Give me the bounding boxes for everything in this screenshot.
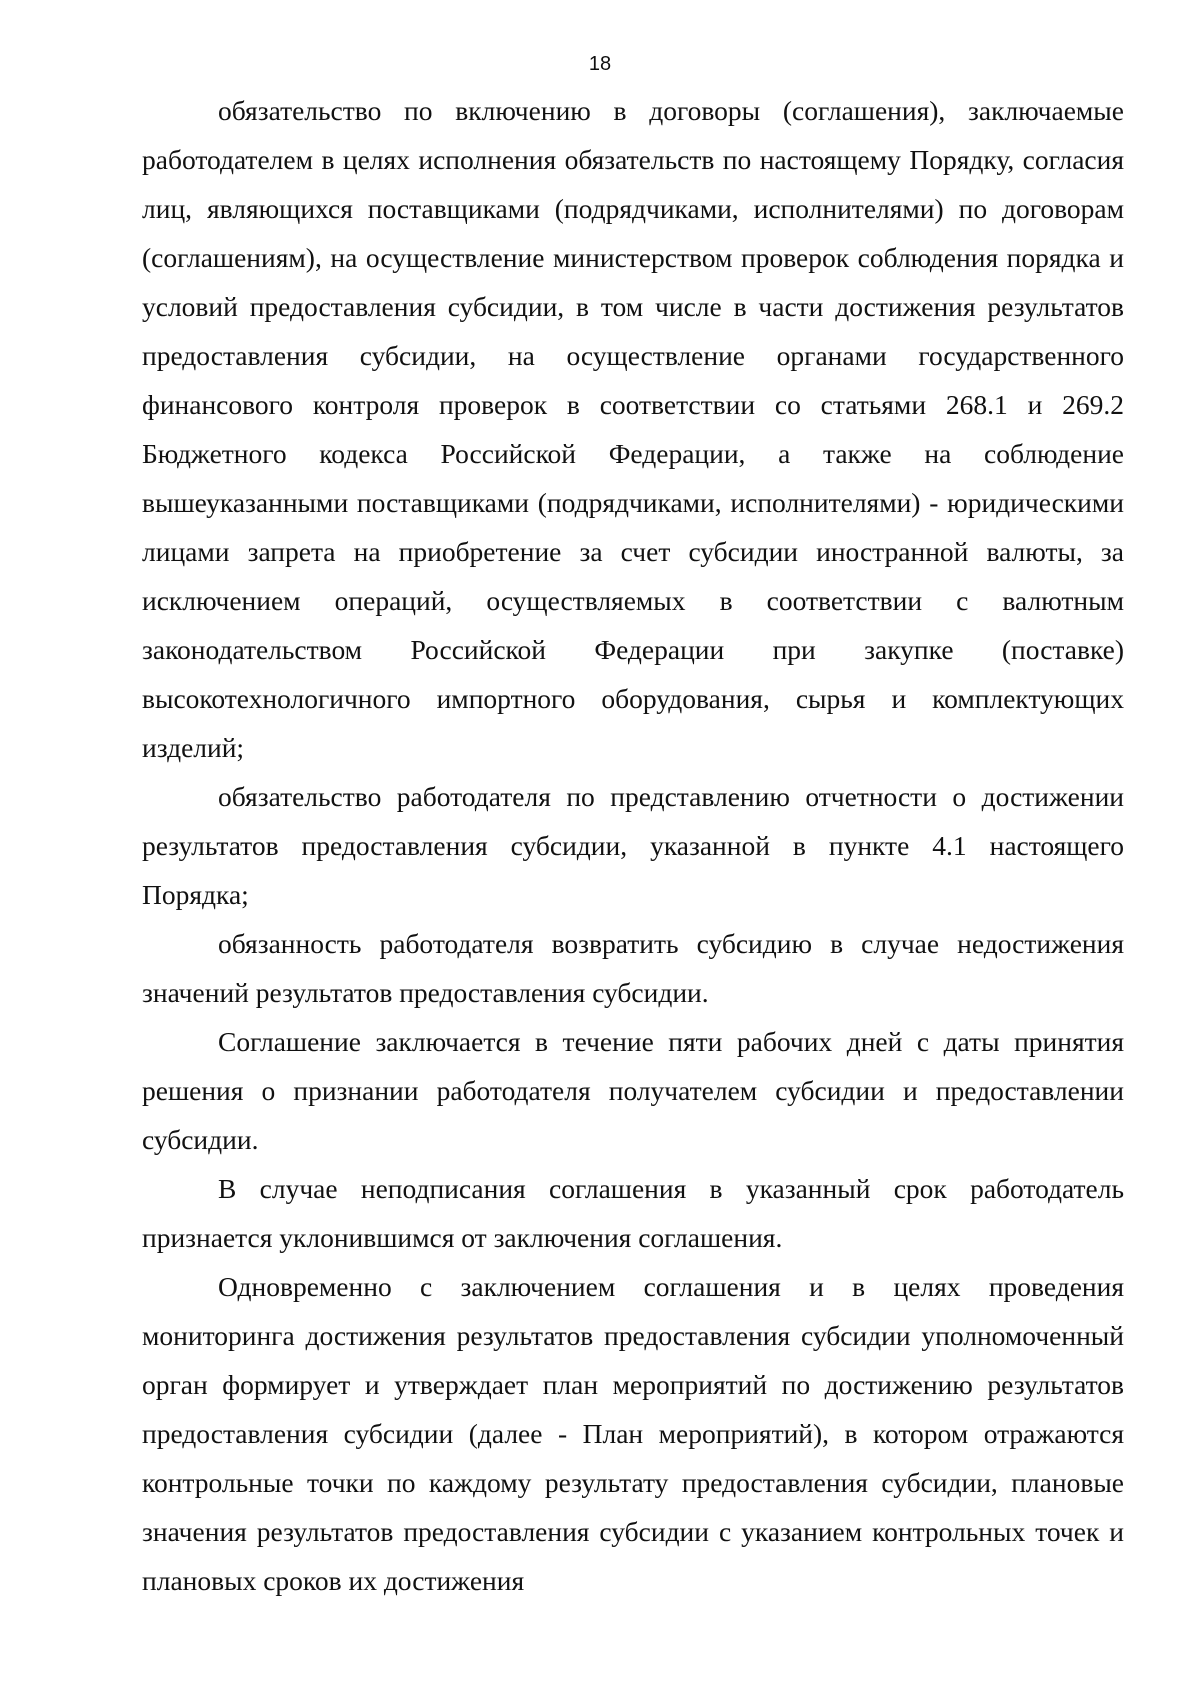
paragraph-action-plan: Одновременно с заключением соглашения и в целях проведения мониторинга достижения результатов предоставления субсидии уполномоченный орган формирует и утверждает план мероприятий по достижению результатов предоставления субсидии (далее - План мероприятий), в котором отражаются контрольные точки по каждому результату предоставления субсидии, плановые значения результатов предоставления субсидии с указанием контрольных точек и плановых сроков их достижения bbox=[142, 1271, 1124, 1596]
paragraph-obligation-contracts: обязательство по включению в договоры (соглашения), заключаемые работодателем в целях исполнения обязательств по настоящему Порядку, согласия лиц, являющихся поставщиками (подрядчиками, исполнителями) по договорам (соглашениям), на осуществление министерством проверок соблюдения порядка и условий предоставления субсидии, в том числе в части достижения результатов предоставления субсидии, на осуществление органами государственного финансового контроля проверок в соответствии со статьями 268.1 и 269.2 Бюджетного кодекса Российской Федерации, а также на соблюдение вышеуказанными поставщиками (подрядчиками, исполнителями) - юридическими лицами запрета на приобретение за счет субсидии иностранной валюты, за исключением операций, осуществляемых в соответствии с валютным законодательством Российской Федерации при закупке (поставке) высокотехнологичного импортного оборудования, сырья и комплектующих изделий; bbox=[142, 95, 1124, 763]
page-number: 18 bbox=[588, 53, 612, 75]
paragraph-refund-duty: обязанность работодателя возвратить субсидию в случае недостижения значений результатов предоставления субсидии. bbox=[142, 928, 1124, 1008]
document-body bbox=[142, 86, 1124, 1605]
paragraph-non-signing: В случае неподписания соглашения в указанный срок работодатель признается уклонившимся от заключения соглашения. bbox=[142, 1173, 1124, 1253]
paragraph-agreement-term: Соглашение заключается в течение пяти рабочих дней с даты принятия решения о признании работодателя получателем субсидии и предоставлении субсидии. bbox=[142, 1026, 1124, 1155]
paragraph-obligation-reporting: обязательство работодателя по представлению отчетности о достижении результатов предоставления субсидии, указанной в пункте 4.1 настоящего Порядка; bbox=[142, 781, 1124, 910]
